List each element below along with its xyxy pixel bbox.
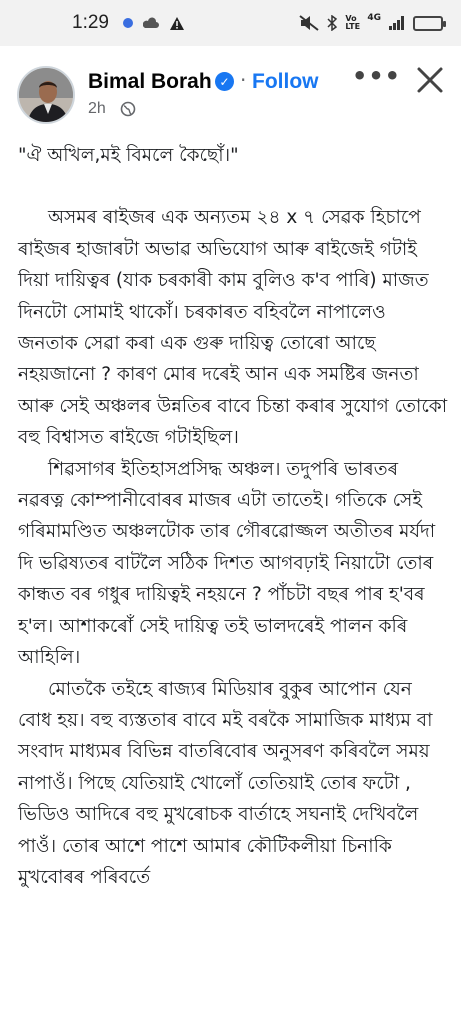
mute-icon (299, 15, 319, 31)
post-header (0, 56, 461, 132)
network-label: 4G (367, 13, 381, 23)
post-text (18, 140, 448, 893)
cloud-icon (143, 16, 159, 30)
notification-icons (123, 16, 185, 31)
author-name[interactable]: Bimal Borah (88, 70, 212, 93)
post-timestamp[interactable]: 2h (88, 100, 106, 117)
follow-button[interactable]: Follow (252, 70, 319, 93)
system-icons (299, 15, 443, 31)
separator-dot: · (240, 68, 247, 92)
post-paragraph: "ঐ অখিল,মই বিমলে কৈছোঁ।" (18, 145, 239, 166)
messenger-icon (123, 18, 133, 28)
post-paragraph: অসমৰ ৰাইজৰ এক অন্যতম ২৪ x ৭ সেৱক হিচাপে ৰাইজৰ হাজাৰটা অভাৱ অভিযোগ আৰু ৰাইজেই গটাই দিয়া দায়িত্বৰ (যাক চৰকাৰী কাম বুলিও ক'ব পাৰি) মাজত দিনটো সোমাই থাকোঁ। চৰকাৰত বহিবলৈ নাপালেও জনতাক সেৱা কৰা এক গুৰু দায়িত্ব তোৰো আছে নহয়জানো ? কাৰণ মোৰ দৰেই আন এক সমষ্টিৰ জনতা আৰু সেই অঞ্চলৰ উন্নতিৰ বাবে চিন্তা কৰাৰ সুযোগ তোকো বহু বিশ্বাসত ৰাইজে গটাইছিল। (18, 207, 448, 449)
person-photo-icon (19, 68, 75, 124)
more-options-button[interactable]: ••• (352, 62, 402, 90)
globe-icon (120, 101, 136, 117)
signal-icon (389, 16, 405, 30)
close-icon[interactable] (416, 66, 444, 94)
post-paragraph: মোতকৈ তইহে ৰাজ্যৰ মিডিয়াৰ বুকুৰ আপোন যেন বোধ হয়। বহু ব্যস্ততাৰ বাবে মই বৰকৈ সামাজিক মাধ্যম বা সংবাদ মাধ্যমৰ বিভিন্ন বাতৰিবোৰ অনুসৰণ কৰিবলৈ সময় নাপাওঁ। পিছে যেতিয়াই খোলোঁ তেতিয়াই তোৰ ফটো , ভিডিও আদিৰে বহু মুখৰোচক বাৰ্তাহে সঘনাই দেখিবলৈ পাওঁ। তোৰ আশে পাশে আমাৰ কৌটিকলীয়া চিনাকি মুখবোৰৰ পৰিবৰ্তে (18, 678, 433, 888)
status-bar (0, 0, 461, 46)
avatar[interactable] (17, 66, 75, 124)
battery-icon (413, 16, 443, 31)
post-paragraph: শিৱসাগৰ ইতিহাসপ্ৰসিদ্ধ অঞ্চল। তদুপৰি ভাৰতৰ নৱৰত্ন কোম্পানীবোৰৰ মাজৰ এটা তাতেই। গতিকে সেই গৰিমামণ্ডিত অঞ্চলটোক তাৰ গৌৰৱোজ্জল অতীতৰ মৰ্যদা দি ভৱিষ্যতৰ বাটলৈ সঠিক দিশত আগবঢ়াই নিয়াটো তোৰ কান্ধত বৰ গধুৰ দায়িত্বই নহয়নে ? পাঁচটা বছৰ পাৰ হ'বৰ হ'ল। আশাকৰোঁ সেই দায়িত্ব তই ভালদৰেই পালন কৰি আহিলি। (18, 458, 436, 669)
bluetooth-icon (327, 15, 337, 31)
warning-icon (169, 16, 185, 31)
volte-label: Vo LTE (345, 14, 361, 31)
status-time: 1:29 (72, 12, 109, 33)
verified-badge-icon: ✓ (215, 72, 234, 91)
